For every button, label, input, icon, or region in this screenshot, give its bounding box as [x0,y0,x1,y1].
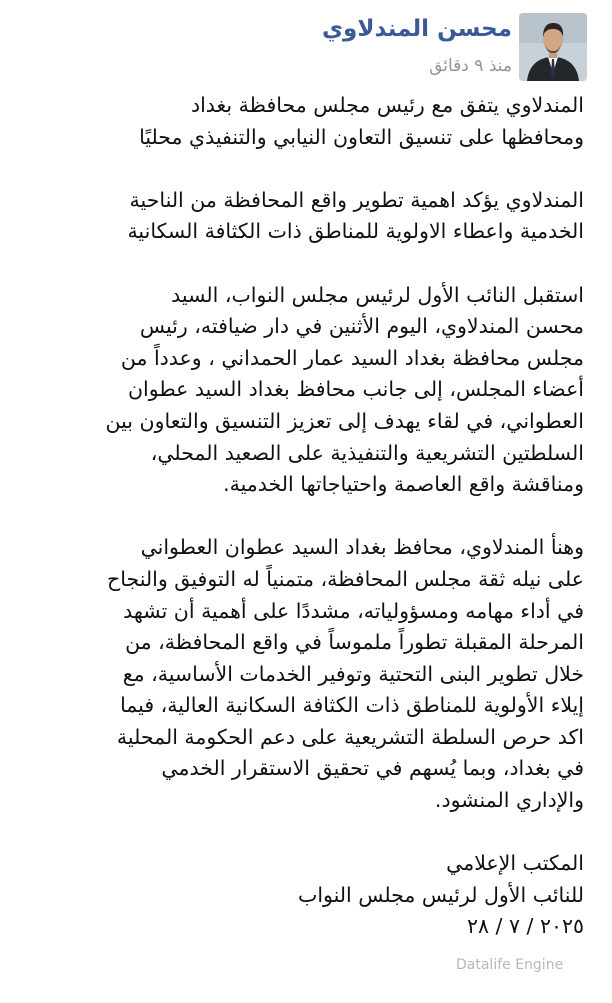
post-paragraph [16,532,584,816]
text-line: محسن المندلاوي، اليوم الأثنين في دار ضيافته، رئيس [139,314,584,339]
post-text [16,90,584,975]
text-line: المندلاوي يؤكد اهمية تطوير واقع المحافظة من الناحية [129,187,584,212]
author-name[interactable]: محسن المندلاوي [321,16,512,42]
text-line: على نيله ثقة مجلس المحافظة، متمنياً له التوفيق والنجاح [106,566,584,591]
person-portrait-icon [519,13,587,81]
post-paragraph [16,280,584,501]
text-line: السلطتين التشريعية والتنفيذية على الصعيد المحلي، [150,440,584,465]
text-line: والإداري المنشود. [434,788,584,813]
text-line: المندلاوي يتفق مع رئيس مجلس محافظة بغداد [190,93,584,117]
author-avatar[interactable] [519,13,587,81]
post-date: ٢٠٢٥ / ٧ / ٢٨ [467,914,584,939]
text-line: ومناقشة واقع العاصمة واحتياجاتها الخدمية. [223,472,584,497]
post-timestamp[interactable]: منذ ٩ دقائق [429,56,512,76]
text-line: وهنأ المندلاوي، محافظ بغداد السيد عطوان العطواني [140,535,584,560]
text-line: في بغداد، وبما يُسهم في تحقيق الاستقرار الخدمي [161,756,584,781]
post-signature [16,848,584,943]
text-line: استقبل النائب الأول لرئيس مجلس النواب، السيد [171,282,584,307]
text-line: ومحافظها على تنسيق التعاون النيابي والتنفيذي محليًا [139,124,584,149]
text-line: الخدمية واعطاء الاولوية للمناطق ذات الكثافة السكانية [127,219,584,244]
text-line: اكد حرص السلطة التشريعية على دعم الحكومة المحلية [116,724,584,749]
text-line: العطواني، في لقاء يهدف إلى تعزيز التنسيق والتعاون بين [105,408,584,433]
text-line: إيلاء الأولوية للمناطق ذات الكثافة السكانية العالية، فيما [120,693,584,718]
text-line: مجلس محافظة بغداد السيد عمار الحمداني ، وعدداً من [120,345,584,370]
text-line: أعضاء المجلس، إلى جانب محافظ بغداد السيد عطوان [127,377,584,402]
text-line: خلال تطوير البنى التحتية وتوفير الخدمات الأساسية، مع [122,661,584,686]
watermark-text: Datalife Engine [456,957,564,973]
post-paragraph [16,185,584,248]
text-line: للنائب الأول لرئيس مجلس النواب [298,882,584,907]
text-line: المكتب الإعلامي [446,851,584,876]
text-line: في أداء مهامه ومسؤولياته، مشددًا على أهمية أن تشهد [123,598,584,623]
post-paragraph [16,90,584,153]
text-line: المرحلة المقبلة تطوراً ملموساً في واقع المحافظة، من [125,630,584,655]
